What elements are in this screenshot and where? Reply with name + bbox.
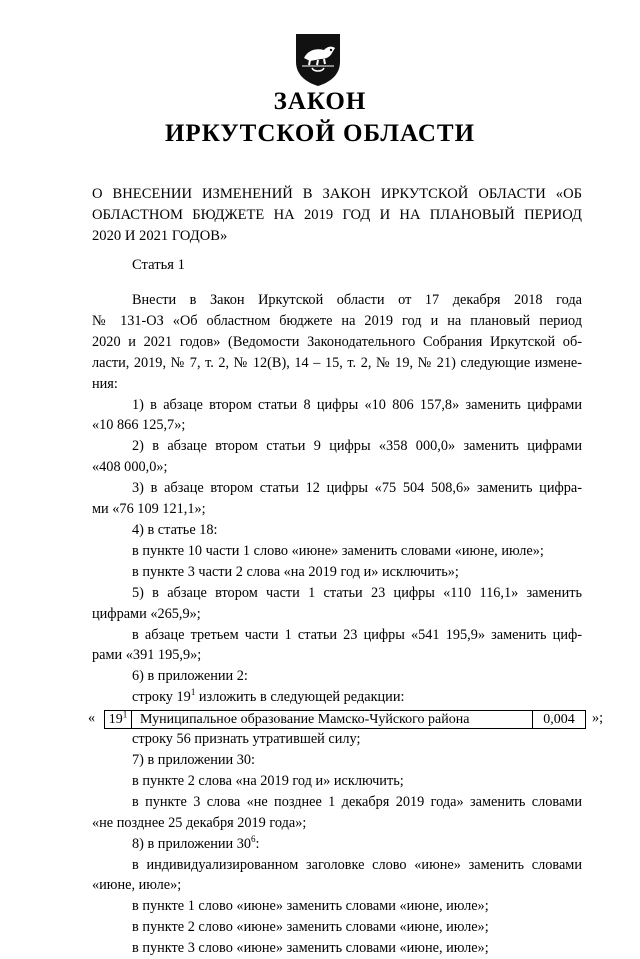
text-line: № 131-ОЗ «Об областном бюджете на 2019 год и на плановый период	[92, 312, 582, 329]
text-line: 6) в приложении 2:	[132, 668, 248, 685]
text-line	[92, 687, 582, 708]
text-fragment: изложить в следующей редакции:	[195, 689, 405, 706]
text-line: 2020 и 2021 годов» (Ведомости Законодательного Собрания Иркутской об-	[92, 333, 582, 350]
row-number: 19	[108, 712, 123, 728]
subject-line: 2020 И 2021 ГОДОВ»	[92, 228, 228, 244]
text-fragment: :	[255, 835, 260, 852]
text-line: в пункте 3 слово «июне» заменить словами «июне, июле»;	[132, 940, 489, 957]
superscript: 6	[251, 833, 256, 844]
row-number-superscript: 1	[122, 709, 128, 720]
text-line: «10 866 125,7»;	[92, 417, 186, 434]
close-quote: »;	[592, 710, 604, 727]
law-subject	[92, 184, 582, 247]
text-line: 5) в абзаце втором части 1 статьи 23 цифры «110 116,1» заменить	[132, 584, 582, 601]
text-line: в пункте 2 слово «июне» заменить словами «июне, июле»;	[132, 919, 489, 936]
text-line: в пункте 10 части 1 слово «июне» заменить словами «июне, июле»;	[132, 542, 544, 559]
municipality-cell: Муниципальное образование Мамско-Чуйского района	[132, 711, 533, 728]
inserted-table-line	[88, 708, 604, 729]
text-line: 3) в абзаце втором статьи 12 цифры «75 504 508,6» заменить цифра-	[132, 480, 582, 497]
region-title: ИРКУТСКОЙ ОБЛАСТИ	[164, 120, 476, 147]
text-line: в пункте 3 слова «не позднее 1 декабря 2019 года» заменить словами	[132, 793, 582, 810]
text-line: ми «76 109 121,1»;	[92, 501, 206, 518]
text-line: «408 000,0»;	[92, 459, 168, 476]
text-line: в пункте 2 слова «на 2019 год и» исключить;	[132, 772, 404, 789]
law-title: ЗАКОН	[273, 88, 367, 115]
text-line	[92, 834, 582, 855]
text-line: в пункте 1 слово «июне» заменить словами «июне, июле»;	[132, 898, 489, 915]
value-cell: 0,004	[543, 712, 575, 728]
text-fragment: 8) в приложении 30	[132, 835, 252, 852]
text-line: Внести в Закон Иркутской области от 17 декабря 2018 года	[132, 292, 582, 308]
text-line: ния:	[92, 375, 118, 392]
text-line: «июне, июле»;	[92, 877, 182, 894]
text-line: 7) в приложении 30:	[132, 752, 256, 769]
article-heading: Статья 1	[132, 257, 185, 273]
text-line: в абзаце третьем части 1 статьи 23 цифры «541 195,9» заменить циф-	[132, 626, 582, 643]
text-line: ласти, 2019, № 7, т. 2, № 12(В), 14 – 15, т. 2, № 19, № 21) следующие измене-	[92, 354, 582, 371]
subject-line: О ВНЕСЕНИИ ИЗМЕНЕНИЙ В ЗАКОН ИРКУТСКОЙ ОБЛАСТИ «ОБ	[92, 186, 582, 202]
open-quote: «	[88, 710, 96, 727]
text-line: 2) в абзаце втором статьи 9 цифры «358 000,0» заменить цифрами	[132, 438, 582, 455]
text-line: 4) в статье 18:	[132, 521, 218, 538]
article-body	[88, 290, 604, 959]
text-line: «не позднее 25 декабря 2019 года»;	[92, 814, 307, 831]
text-line: строку 56 признать утратившей силу;	[132, 731, 361, 748]
text-fragment: строку 19	[132, 689, 191, 706]
row-number-cell	[105, 711, 132, 728]
text-line: 1) в абзаце втором статьи 8 цифры «10 806 157,8» заменить цифрами	[132, 396, 582, 413]
text-line: цифрами «265,9»;	[92, 605, 201, 622]
superscript: 1	[190, 687, 196, 698]
text-line: рами «391 195,9»;	[92, 647, 202, 664]
text-line: в пункте 3 части 2 слова «на 2019 год и» исключить»;	[132, 563, 459, 580]
coat-of-arms-icon	[288, 28, 348, 88]
subject-line: ОБЛАСТНОМ БЮДЖЕТЕ НА 2019 ГОД И НА ПЛАНОВЫЙ ПЕРИОД	[92, 207, 582, 223]
text-line: в индивидуализированном заголовке слово «июне» заменить словами	[132, 856, 582, 873]
budget-table-row	[104, 710, 586, 729]
